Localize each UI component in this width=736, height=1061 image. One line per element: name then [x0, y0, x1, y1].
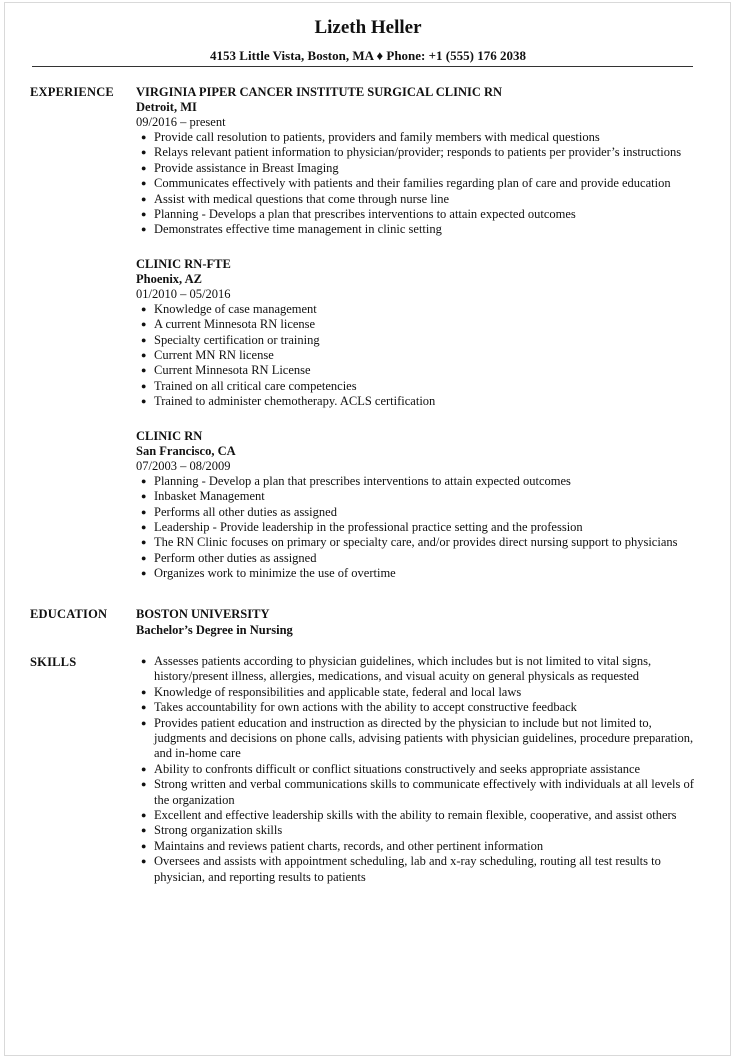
- skill-bullet: [136, 700, 702, 715]
- job-title: VIRGINIA PIPER CANCER INSTITUTE SURGICAL CLINIC RN: [136, 85, 503, 99]
- skill-bullet: [136, 654, 702, 685]
- job-entry: [136, 256, 702, 410]
- bullet-icon: ●: [141, 350, 147, 361]
- bullet-text: Specialty certification or training: [154, 332, 320, 347]
- bullet-icon: ●: [141, 717, 147, 728]
- bullet-icon: ●: [141, 475, 147, 486]
- bullet-text: Trained to administer chemotherapy. ACLS certification: [154, 394, 436, 409]
- job-bullet-list: [136, 474, 702, 582]
- bullet-icon: ●: [141, 365, 147, 376]
- skill-bullet: [136, 808, 702, 823]
- job-location: Phoenix, AZ: [136, 271, 202, 286]
- bullet-text: Knowledge of responsibilities and applicable state, federal and local laws: [154, 684, 522, 699]
- job-bullet: [136, 161, 702, 176]
- bullet-icon: ●: [141, 178, 147, 189]
- bullet-text: Ability to confronts difficult or conflict situations constructively and seeks appropriate assistance: [154, 761, 641, 776]
- bullet-icon: ●: [141, 319, 147, 330]
- bullet-icon: ●: [141, 132, 147, 142]
- job-bullet: [136, 394, 702, 409]
- bullet-icon: ●: [141, 856, 147, 867]
- job-bullet: [136, 145, 702, 160]
- bullet-icon: ●: [141, 506, 147, 517]
- job-bullet: [136, 176, 702, 191]
- bullet-text: Planning - Develop a plan that prescribes interventions to attain expected outcomes: [154, 473, 571, 488]
- job-location: Detroit, MI: [136, 100, 197, 114]
- bullet-text: Organizes work to minimize the use of overtime: [154, 566, 396, 581]
- job-bullet: [136, 192, 702, 207]
- skill-bullet: [136, 854, 702, 885]
- bullet-text: Demonstrates effective time management in clinic setting: [154, 222, 442, 237]
- job-bullet: [136, 363, 702, 378]
- job-bullet: [136, 333, 702, 348]
- job-bullet: [136, 489, 702, 504]
- school-name: BOSTON UNIVERSITY: [136, 607, 270, 621]
- contact-line: 4153 Little Vista, Boston, MA ♦ Phone: +1 (555) 176 2038: [210, 48, 526, 63]
- bullet-text: Communicates effectively with patients and their families regarding plan of care and provide education: [154, 176, 671, 191]
- skill-bullet: [136, 685, 702, 700]
- job-bullet: [136, 207, 702, 222]
- bullet-icon: ●: [141, 147, 147, 158]
- bullet-icon: ●: [141, 334, 147, 345]
- bullet-text: Inbasket Management: [154, 489, 265, 504]
- bullet-text: A current Minnesota RN license: [154, 317, 316, 332]
- job-bullet: [136, 379, 702, 394]
- job-bullet: [136, 505, 702, 520]
- degree-name: Bachelor’s Degree in Nursing: [136, 623, 293, 637]
- skill-bullet: [136, 839, 702, 854]
- bullet-icon: ●: [141, 810, 147, 821]
- skill-bullet: [136, 762, 702, 777]
- bullet-icon: ●: [141, 380, 147, 391]
- skill-bullet: [136, 777, 702, 808]
- education-body: [136, 606, 702, 638]
- bullet-icon: ●: [141, 162, 147, 173]
- bullet-icon: ●: [141, 396, 147, 407]
- bullet-text: Provide call resolution to patients, providers and family members with medical questions: [154, 130, 600, 144]
- job-bullet: [136, 520, 702, 535]
- bullet-icon: ●: [141, 224, 147, 235]
- bullet-text: Excellent and effective leadership skills with the ability to remain flexible, cooperative, and assist others: [154, 808, 677, 823]
- job-entry: [136, 428, 702, 582]
- skills-bullet-list: [136, 654, 702, 885]
- job-bullet: [136, 130, 702, 145]
- bullet-text: Current MN RN license: [154, 348, 274, 363]
- job-bullet: [136, 348, 702, 363]
- job-dates: 07/2003 – 08/2009: [136, 458, 231, 473]
- skills-body: [136, 654, 702, 885]
- bullet-icon: ●: [141, 521, 147, 532]
- bullet-icon: ●: [141, 303, 147, 314]
- bullet-text: Provide assistance in Breast Imaging: [154, 160, 339, 175]
- resume-header: [0, 16, 736, 64]
- education-label: EDUCATION: [30, 607, 108, 621]
- experience-label: EXPERIENCE: [30, 85, 114, 99]
- bullet-text: Strong written and verbal communications skills to communicate effectively with individuals at all levels of the organization: [154, 777, 694, 807]
- job-bullet: [136, 566, 702, 581]
- bullet-text: Trained on all critical care competencies: [154, 378, 357, 393]
- bullet-text: Planning - Develops a plan that prescribes interventions to attain expected outcomes: [154, 207, 576, 222]
- bullet-icon: ●: [141, 840, 147, 851]
- bullet-text: Oversees and assists with appointment scheduling, lab and x-ray scheduling, routing all test results to physician, and reporting results to patients: [154, 854, 661, 884]
- skill-bullet: [136, 716, 702, 762]
- bullet-icon: ●: [141, 702, 147, 713]
- job-dates: 01/2010 – 05/2016: [136, 286, 231, 301]
- job-bullet: [136, 551, 702, 566]
- bullet-icon: ●: [141, 656, 147, 666]
- bullet-text: Perform other duties as assigned: [154, 550, 317, 565]
- skill-bullet: [136, 823, 702, 838]
- bullet-icon: ●: [141, 209, 147, 220]
- job-dates: 09/2016 – present: [136, 115, 226, 129]
- bullet-icon: ●: [141, 537, 147, 548]
- job-bullet: [136, 317, 702, 332]
- bullet-icon: ●: [141, 779, 147, 790]
- bullet-icon: ●: [141, 552, 147, 563]
- job-bullet: [136, 222, 702, 237]
- job-bullet: [136, 302, 702, 317]
- bullet-text: Assesses patients according to physician guidelines, which includes but is not limited to vital signs, history/present illness, allergies, medications, and visual acuity on general physicals as requested: [154, 654, 652, 684]
- job-bullet: [136, 474, 702, 489]
- bullet-text: The RN Clinic focuses on primary or specialty care, and/or provides direct nursing support to physicians: [154, 535, 678, 550]
- job-location: San Francisco, CA: [136, 443, 236, 458]
- bullet-text: Performs all other duties as assigned: [154, 504, 337, 519]
- bullet-icon: ●: [141, 491, 147, 502]
- experience-body: [136, 84, 702, 600]
- job-entry: [136, 84, 702, 238]
- job-bullet-list: [136, 302, 702, 410]
- bullet-text: Maintains and reviews patient charts, records, and other pertinent information: [154, 838, 544, 853]
- bullet-icon: ●: [141, 193, 147, 204]
- bullet-icon: ●: [141, 825, 147, 836]
- job-bullet-list: [136, 130, 702, 238]
- bullet-text: Assist with medical questions that come through nurse line: [154, 191, 450, 206]
- bullet-icon: ●: [141, 568, 147, 579]
- bullet-text: Takes accountability for own actions with the ability to accept constructive feedback: [154, 700, 577, 715]
- bullet-text: Current Minnesota RN License: [154, 363, 311, 378]
- bullet-icon: ●: [141, 763, 147, 774]
- bullet-text: Provides patient education and instruction as directed by the physician to include but not limited to, judgments and decisions on phone calls, advising patients with physician guidelines, procedure preparation, and in-home care: [154, 715, 694, 761]
- job-title: CLINIC RN-FTE: [136, 256, 231, 271]
- candidate-name: Lizeth Heller: [314, 17, 422, 38]
- bullet-text: Knowledge of case management: [154, 301, 317, 316]
- header-divider: [32, 66, 693, 67]
- job-bullet: [136, 535, 702, 550]
- bullet-text: Leadership - Provide leadership in the professional practice setting and the profession: [154, 519, 583, 534]
- bullet-text: Strong organization skills: [154, 823, 283, 838]
- bullet-icon: ●: [141, 686, 147, 697]
- job-title: CLINIC RN: [136, 428, 203, 443]
- bullet-text: Relays relevant patient information to physician/provider; responds to patients per provider’s instructions: [154, 145, 682, 160]
- skills-label: SKILLS: [30, 655, 77, 669]
